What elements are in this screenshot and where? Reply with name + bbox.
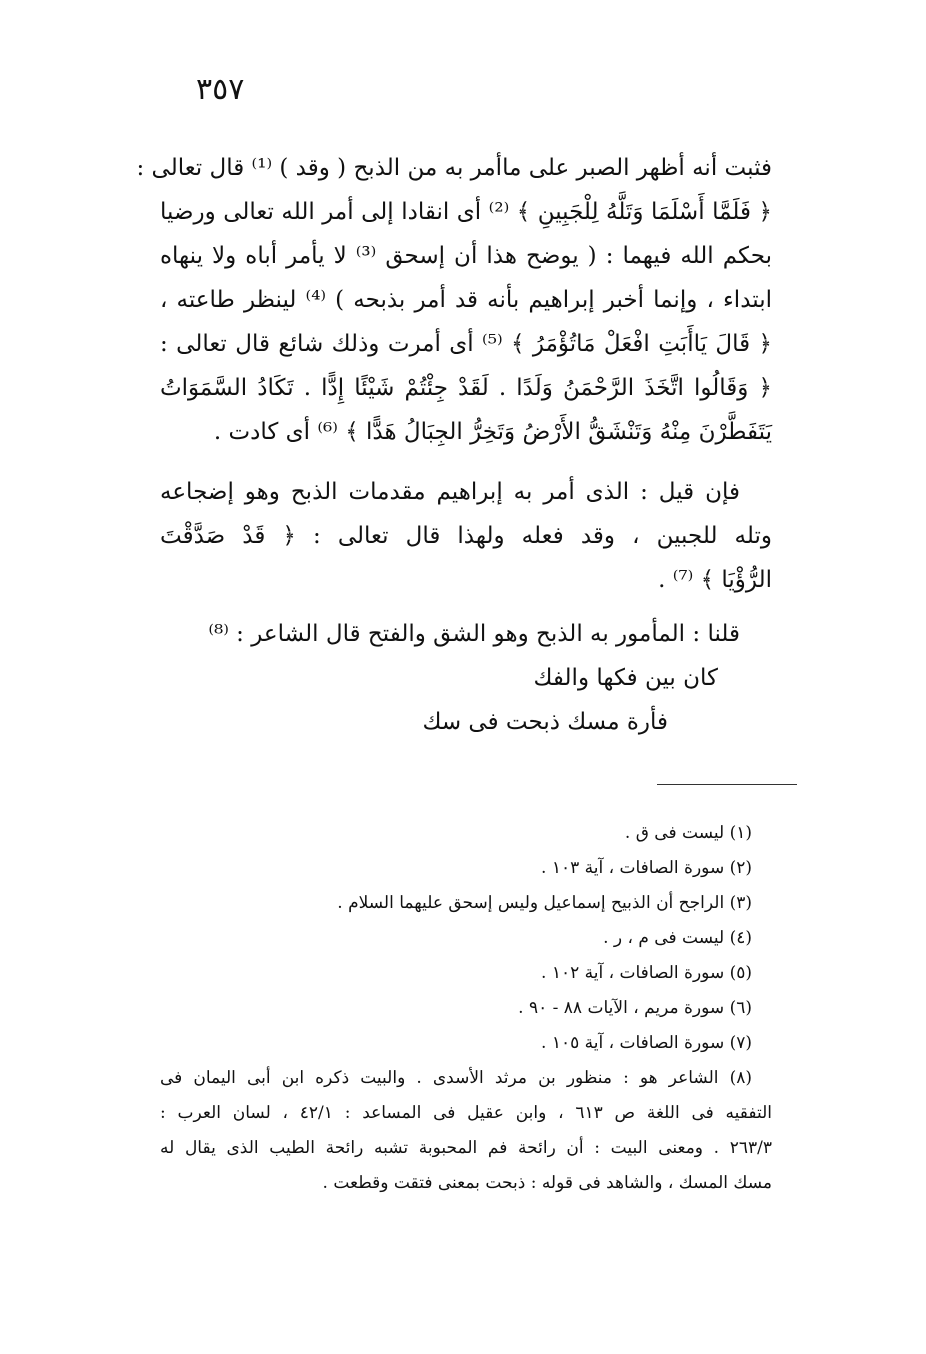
footnote: (٧) سورة الصافات ، آية ١٠٥ . <box>541 1033 752 1053</box>
text-line: فإن قيل : الذى أمر به إبراهيم مقدمات الذبح وهو إضجاعه <box>160 479 740 505</box>
text-line: ﴿ وَقَالُوا اتَّخَذَ الرَّحْمَنُ وَلَدًا . لَقَدْ جِئْتُمْ شَيْئًا إِدًّا . تَكَادُ السَّمَوَاتُ <box>160 375 772 401</box>
paragraph-2 <box>160 470 772 602</box>
text-line: فثبت أنه أظهر الصبر على ماأمر به من الذبح ( وقد ) ⁽¹⁾ قال تعالى : <box>136 155 772 181</box>
page-number: ٣٥٧ <box>196 72 245 107</box>
footnote: (٣) الراجح أن الذبيح إسماعيل وليس إسحق عليهما السلام . <box>337 893 752 913</box>
footnote-line: ٢٦٣/٣ . ومعنى البيت : أن رائحة فم المحبوبة تشبه رائحة الطيب الذى يقال له <box>160 1138 772 1158</box>
text-line: ابتداء ، وإنما أخبر إبراهيم بأنه قد أمر بذبحه ) ⁽⁴⁾ لينظر طاعته ، <box>160 287 772 313</box>
text-line: بحكم الله فيهما : ( يوضح هذا أن إسحق ⁽³⁾ لا يأمر أباه ولا ينهاه <box>160 243 772 269</box>
verse-line-2: فأرة مسك ذبحت فى سك <box>422 709 668 735</box>
footnote: (٢) سورة الصافات ، آية ١٠٣ . <box>541 858 752 878</box>
footnote-line: (٨) الشاعر هو : منظور بن مرثد الأسدى . والبيت ذكره ابن أبى اليمان فى <box>160 1068 752 1088</box>
paragraph-1 <box>136 146 772 454</box>
paragraph-3 <box>160 612 772 656</box>
footnote-8 <box>160 1061 772 1201</box>
text-line: قلنا : المأمور به الذبح وهو الشق والفتح قال الشاعر : ⁽⁸⁾ <box>208 621 740 647</box>
footnote-line: التفقيه فى اللغة ص ٦١٣ ، وابن عقيل فى المساعد : ٤٢/١ ، لسان العرب : <box>160 1103 772 1123</box>
text-line: ﴿ قَالَ يَاأَبَتِ افْعَلْ مَاتُؤْمَرُ ﴾ ⁽⁵⁾ أى أمرت وذلك شائع قال تعالى : <box>160 331 772 357</box>
footnotes <box>160 816 772 1201</box>
footnote: (١) ليست فى ق . <box>624 823 752 843</box>
footnote: (٥) سورة الصافات ، آية ١٠٢ . <box>541 963 752 983</box>
text-line: ﴿ فَلَمَّا أَسْلَمَا وَتَلَّهُ لِلْجَبِينِ ﴾ ⁽²⁾ أى انقادا إلى أمر الله تعالى ورضيا <box>160 199 772 225</box>
verse-line-1: كان بين فكها والفك <box>533 665 718 691</box>
footnote-line: مسك المسك ، والشاهد فى قوله : ذبحت بمعنى فتقت وقطعت . <box>322 1173 772 1193</box>
text-line: يَتَفَطَّرْنَ مِنْهُ وَتَنْشَقُّ الأَرْضُ وَتَخِرُّ الجِبَالُ هَدًّا ﴾ ⁽⁶⁾ أى كادت . <box>213 419 772 445</box>
footnote-separator <box>657 784 797 785</box>
footnote: (٦) سورة مريم ، الآيات ٨٨ - ٩٠ . <box>518 998 752 1018</box>
footnote: (٤) ليست فى م ، ر . <box>603 928 752 948</box>
text-line: الرُّؤْيَا ﴾ ⁽⁷⁾ . <box>658 567 772 593</box>
text-line: وتله للجبين ، وقد فعله ولهذا قال تعالى : ﴿ قَدْ صَدَّقْتَ <box>160 523 772 549</box>
